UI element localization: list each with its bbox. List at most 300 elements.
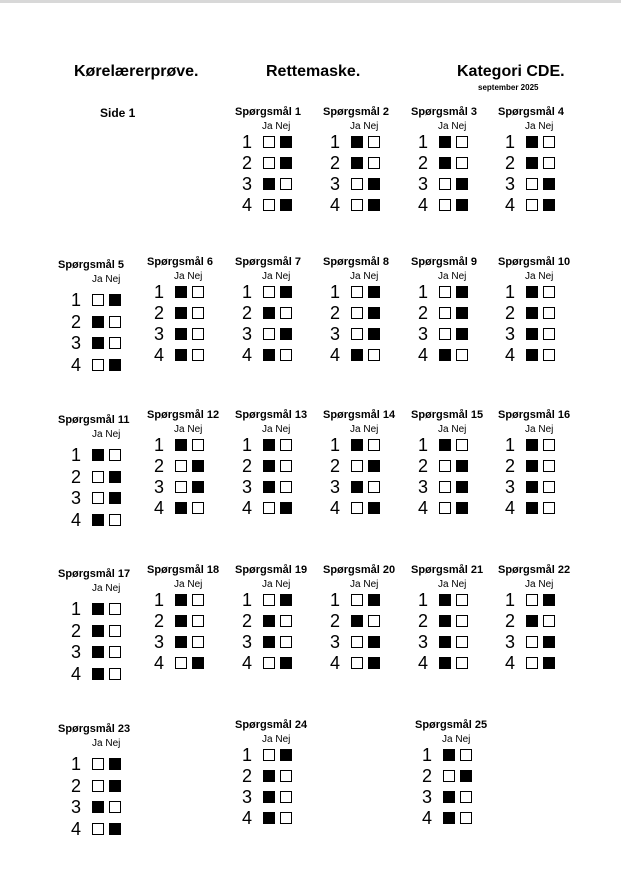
yes-box-filled	[526, 481, 538, 493]
no-box-empty	[543, 439, 555, 451]
yes-box-filled	[263, 636, 275, 648]
yes-label: Ja	[262, 424, 273, 435]
question-block	[411, 256, 491, 376]
statement-number: 3	[71, 797, 82, 817]
yes-label: Ja	[442, 734, 453, 745]
yes-box-filled	[263, 812, 275, 824]
question-block	[411, 409, 491, 529]
yes-box-filled	[92, 449, 104, 461]
question-title: Spørgsmål 4	[498, 106, 565, 118]
statement-number: 4	[71, 509, 82, 530]
yes-no-header	[174, 271, 202, 282]
yes-box-filled	[175, 594, 187, 606]
statement-number: 4	[242, 653, 253, 673]
question-title: Spørgsmål 21	[411, 564, 484, 576]
yes-box-empty	[526, 199, 538, 211]
no-label: Nej	[275, 121, 291, 132]
no-label: Nej	[538, 121, 554, 132]
yes-label: Ja	[92, 738, 103, 749]
statement-number: 2	[71, 775, 82, 796]
yes-no-header	[174, 424, 202, 435]
yes-no-header	[92, 738, 120, 749]
no-box-filled	[456, 502, 468, 514]
statement-number: 2	[418, 153, 429, 173]
no-box-empty	[543, 481, 555, 493]
no-box-filled	[280, 286, 292, 298]
statement-number: 4	[154, 653, 165, 673]
yes-box-empty	[92, 492, 104, 504]
yes-box-empty	[263, 328, 275, 340]
statement-number: 4	[505, 653, 516, 673]
no-box-empty	[109, 801, 121, 813]
question-block	[58, 568, 138, 688]
no-box-filled	[368, 502, 380, 514]
question-title: Spørgsmål 25	[415, 719, 488, 731]
yes-label: Ja	[438, 121, 449, 132]
no-box-filled	[368, 178, 380, 190]
yes-box-filled	[443, 791, 455, 803]
yes-box-filled	[439, 657, 451, 669]
no-box-filled	[280, 657, 292, 669]
no-box-empty	[192, 615, 204, 627]
statement-number: 4	[418, 653, 429, 673]
yes-box-empty	[351, 657, 363, 669]
no-box-empty	[368, 481, 380, 493]
statement-number: 2	[422, 766, 433, 786]
yes-box-filled	[175, 615, 187, 627]
yes-label: Ja	[262, 579, 273, 590]
no-box-empty	[460, 812, 472, 824]
yes-box-filled	[263, 307, 275, 319]
no-box-empty	[543, 286, 555, 298]
no-box-empty	[456, 657, 468, 669]
statement-number: 3	[242, 324, 253, 344]
statement-number: 1	[154, 435, 165, 455]
yes-label: Ja	[525, 424, 536, 435]
statement-number: 3	[154, 477, 165, 497]
no-box-empty	[280, 178, 292, 190]
yes-no-header	[438, 579, 466, 590]
yes-no-header	[262, 424, 290, 435]
statement-number: 2	[154, 456, 165, 476]
statement-number: 3	[242, 174, 253, 194]
yes-label: Ja	[525, 121, 536, 132]
question-title: Spørgsmål 19	[235, 564, 308, 576]
question-block	[147, 256, 227, 376]
no-box-filled	[368, 307, 380, 319]
yes-no-header	[262, 734, 290, 745]
no-box-empty	[109, 646, 121, 658]
question-block	[498, 256, 578, 376]
no-label: Nej	[538, 579, 554, 590]
no-label: Nej	[187, 424, 203, 435]
no-box-empty	[192, 328, 204, 340]
question-block	[323, 106, 403, 226]
yes-box-filled	[263, 481, 275, 493]
statement-number: 3	[154, 324, 165, 344]
no-box-empty	[280, 636, 292, 648]
yes-box-empty	[439, 178, 451, 190]
yes-box-empty	[263, 594, 275, 606]
no-label: Nej	[275, 271, 291, 282]
yes-box-empty	[439, 481, 451, 493]
statement-number: 4	[505, 498, 516, 518]
question-title: Spørgsmål 17	[58, 568, 131, 580]
statement-number: 3	[422, 787, 433, 807]
no-box-filled	[109, 471, 121, 483]
statement-number: 4	[505, 345, 516, 365]
question-block	[498, 106, 578, 226]
no-box-filled	[280, 157, 292, 169]
no-box-empty	[192, 286, 204, 298]
yes-no-header	[442, 734, 470, 745]
yes-box-filled	[439, 594, 451, 606]
no-label: Nej	[275, 424, 291, 435]
no-label: Nej	[105, 429, 121, 440]
statement-number: 4	[330, 345, 341, 365]
no-label: Nej	[187, 579, 203, 590]
page-label: Side 1	[100, 106, 136, 120]
yes-box-empty	[175, 460, 187, 472]
no-label: Nej	[455, 734, 471, 745]
question-block	[323, 256, 403, 376]
no-label: Nej	[105, 738, 121, 749]
yes-box-filled	[439, 636, 451, 648]
no-box-empty	[456, 157, 468, 169]
yes-box-empty	[351, 178, 363, 190]
statement-number: 4	[242, 808, 253, 828]
statement-number: 3	[242, 632, 253, 652]
yes-box-empty	[263, 749, 275, 761]
question-title: Spørgsmål 11	[58, 414, 130, 426]
question-title: Spørgsmål 2	[323, 106, 390, 118]
statement-number: 4	[418, 195, 429, 215]
yes-box-filled	[439, 136, 451, 148]
no-label: Nej	[187, 271, 203, 282]
statement-number: 1	[505, 282, 516, 302]
yes-box-empty	[92, 294, 104, 306]
no-box-filled	[109, 780, 121, 792]
statement-number: 4	[330, 195, 341, 215]
no-box-empty	[543, 136, 555, 148]
no-box-empty	[456, 615, 468, 627]
yes-label: Ja	[350, 424, 361, 435]
statement-number: 2	[418, 456, 429, 476]
yes-no-header	[174, 579, 202, 590]
question-title: Spørgsmål 16	[498, 409, 571, 421]
no-box-filled	[368, 328, 380, 340]
no-box-filled	[456, 286, 468, 298]
yes-box-empty	[526, 594, 538, 606]
yes-box-empty	[92, 359, 104, 371]
statement-number: 2	[242, 611, 253, 631]
statement-number: 2	[71, 620, 82, 641]
yes-box-empty	[263, 286, 275, 298]
yes-box-empty	[263, 136, 275, 148]
yes-box-empty	[351, 328, 363, 340]
statement-number: 2	[242, 153, 253, 173]
yes-label: Ja	[438, 271, 449, 282]
yes-box-filled	[443, 812, 455, 824]
question-block	[411, 564, 491, 684]
yes-label: Ja	[92, 583, 103, 594]
question-block	[323, 564, 403, 684]
no-box-empty	[460, 749, 472, 761]
no-box-filled	[280, 749, 292, 761]
yes-box-filled	[263, 460, 275, 472]
statement-number: 1	[71, 599, 82, 619]
no-box-empty	[109, 625, 121, 637]
yes-box-empty	[92, 823, 104, 835]
no-box-empty	[109, 449, 121, 461]
statement-number: 1	[505, 132, 516, 152]
statement-number: 2	[330, 153, 341, 173]
exam-date: september 2025	[478, 83, 539, 92]
no-box-empty	[543, 349, 555, 361]
no-label: Nej	[451, 121, 467, 132]
yes-box-empty	[175, 481, 187, 493]
no-box-filled	[368, 636, 380, 648]
yes-box-empty	[351, 286, 363, 298]
no-box-filled	[543, 594, 555, 606]
yes-box-filled	[526, 349, 538, 361]
question-title: Spørgsmål 22	[498, 564, 571, 576]
question-title: Spørgsmål 24	[235, 719, 308, 731]
no-box-empty	[543, 157, 555, 169]
yes-no-header	[438, 271, 466, 282]
question-block	[235, 719, 315, 839]
statement-number: 3	[71, 333, 82, 353]
question-title: Spørgsmål 14	[323, 409, 396, 421]
statement-number: 1	[418, 282, 429, 302]
question-block	[58, 414, 138, 534]
statement-number: 1	[71, 754, 82, 774]
yes-no-header	[92, 583, 120, 594]
statement-number: 3	[505, 324, 516, 344]
no-box-filled	[543, 636, 555, 648]
yes-box-filled	[351, 481, 363, 493]
yes-label: Ja	[174, 271, 185, 282]
yes-label: Ja	[262, 734, 273, 745]
yes-box-empty	[263, 502, 275, 514]
no-box-filled	[192, 460, 204, 472]
yes-box-empty	[92, 471, 104, 483]
no-box-empty	[368, 136, 380, 148]
no-box-filled	[280, 199, 292, 211]
yes-no-header	[350, 271, 378, 282]
yes-label: Ja	[174, 424, 185, 435]
no-box-empty	[456, 594, 468, 606]
no-box-filled	[543, 657, 555, 669]
statement-number: 1	[330, 590, 341, 610]
yes-box-empty	[439, 286, 451, 298]
question-block	[235, 564, 315, 684]
exam-title: Kørelærerprøve.	[74, 63, 199, 80]
statement-number: 1	[242, 590, 253, 610]
statement-number: 3	[330, 324, 341, 344]
statement-number: 4	[154, 345, 165, 365]
question-block	[58, 723, 138, 843]
question-title: Spørgsmål 7	[235, 256, 302, 268]
statement-number: 2	[330, 456, 341, 476]
statement-number: 2	[505, 153, 516, 173]
statement-number: 1	[154, 590, 165, 610]
category-title: Kategori CDE.	[457, 63, 565, 80]
no-box-empty	[280, 307, 292, 319]
statement-number: 3	[418, 477, 429, 497]
question-block	[235, 106, 315, 226]
statement-number: 4	[71, 818, 82, 839]
yes-box-empty	[351, 502, 363, 514]
question-title: Spørgsmål 3	[411, 106, 478, 118]
no-box-filled	[192, 481, 204, 493]
question-title: Spørgsmål 18	[147, 564, 220, 576]
statement-number: 1	[242, 282, 253, 302]
statement-number: 1	[242, 132, 253, 152]
question-block	[147, 409, 227, 529]
no-box-filled	[460, 770, 472, 782]
yes-no-header	[438, 121, 466, 132]
no-box-empty	[109, 603, 121, 615]
yes-no-header	[262, 579, 290, 590]
statement-number: 4	[422, 808, 433, 828]
no-box-empty	[280, 812, 292, 824]
yes-box-filled	[526, 502, 538, 514]
no-box-empty	[280, 791, 292, 803]
question-title: Spørgsmål 1	[235, 106, 302, 118]
question-title: Spørgsmål 5	[58, 259, 125, 271]
no-box-empty	[109, 337, 121, 349]
no-label: Nej	[275, 579, 291, 590]
yes-box-filled	[263, 791, 275, 803]
yes-no-header	[525, 579, 553, 590]
question-title: Spørgsmål 15	[411, 409, 484, 421]
yes-no-header	[350, 424, 378, 435]
yes-box-filled	[526, 460, 538, 472]
no-box-filled	[109, 294, 121, 306]
yes-box-empty	[351, 636, 363, 648]
no-box-empty	[460, 791, 472, 803]
no-box-empty	[456, 636, 468, 648]
statement-number: 4	[418, 345, 429, 365]
yes-no-header	[262, 271, 290, 282]
yes-box-filled	[92, 514, 104, 526]
statement-number: 4	[242, 195, 253, 215]
statement-number: 2	[242, 456, 253, 476]
yes-box-filled	[92, 603, 104, 615]
no-label: Nej	[363, 121, 379, 132]
yes-box-filled	[526, 307, 538, 319]
statement-number: 4	[154, 498, 165, 518]
question-title: Spørgsmål 6	[147, 256, 214, 268]
statement-number: 1	[418, 132, 429, 152]
yes-box-filled	[175, 439, 187, 451]
yes-box-filled	[92, 801, 104, 813]
yes-box-filled	[92, 646, 104, 658]
statement-number: 2	[242, 766, 253, 786]
no-box-filled	[368, 594, 380, 606]
yes-box-filled	[526, 286, 538, 298]
statement-number: 3	[330, 632, 341, 652]
no-box-filled	[368, 657, 380, 669]
statement-number: 1	[71, 290, 82, 310]
statement-number: 3	[71, 642, 82, 662]
statement-number: 1	[71, 445, 82, 465]
yes-box-empty	[351, 199, 363, 211]
no-box-filled	[109, 758, 121, 770]
no-box-empty	[109, 668, 121, 680]
yes-box-filled	[92, 337, 104, 349]
no-box-empty	[456, 439, 468, 451]
statement-number: 4	[418, 498, 429, 518]
statement-number: 3	[154, 632, 165, 652]
question-block	[411, 106, 491, 226]
yes-box-filled	[175, 636, 187, 648]
yes-no-header	[350, 121, 378, 132]
yes-no-header	[525, 424, 553, 435]
yes-box-empty	[92, 780, 104, 792]
yes-label: Ja	[525, 271, 536, 282]
statement-number: 3	[330, 174, 341, 194]
statement-number: 3	[71, 488, 82, 508]
yes-box-filled	[175, 286, 187, 298]
yes-label: Ja	[350, 271, 361, 282]
yes-box-filled	[439, 615, 451, 627]
statement-number: 3	[418, 324, 429, 344]
yes-box-empty	[351, 594, 363, 606]
yes-no-header	[92, 274, 120, 285]
yes-box-filled	[263, 439, 275, 451]
yes-box-empty	[526, 636, 538, 648]
yes-box-filled	[351, 157, 363, 169]
no-box-filled	[543, 199, 555, 211]
yes-box-filled	[351, 349, 363, 361]
no-box-empty	[280, 439, 292, 451]
yes-box-empty	[439, 328, 451, 340]
question-block	[147, 564, 227, 684]
statement-number: 4	[505, 195, 516, 215]
statement-number: 1	[330, 282, 341, 302]
yes-box-empty	[526, 178, 538, 190]
no-box-empty	[109, 316, 121, 328]
yes-box-empty	[263, 199, 275, 211]
no-box-empty	[368, 349, 380, 361]
statement-number: 2	[154, 611, 165, 631]
no-box-filled	[456, 328, 468, 340]
statement-number: 1	[242, 745, 253, 765]
no-box-empty	[192, 307, 204, 319]
statement-number: 3	[505, 174, 516, 194]
statement-number: 3	[505, 477, 516, 497]
yes-box-empty	[439, 502, 451, 514]
no-box-empty	[543, 307, 555, 319]
yes-no-header	[350, 579, 378, 590]
yes-box-filled	[175, 349, 187, 361]
statement-number: 2	[330, 303, 341, 323]
yes-box-filled	[263, 178, 275, 190]
yes-box-filled	[175, 307, 187, 319]
yes-box-empty	[439, 460, 451, 472]
statement-number: 3	[242, 477, 253, 497]
statement-number: 2	[330, 611, 341, 631]
yes-box-filled	[526, 136, 538, 148]
statement-number: 1	[418, 590, 429, 610]
no-label: Nej	[538, 271, 554, 282]
question-block	[498, 564, 578, 684]
no-label: Nej	[105, 583, 121, 594]
no-box-empty	[192, 349, 204, 361]
statement-number: 2	[505, 611, 516, 631]
